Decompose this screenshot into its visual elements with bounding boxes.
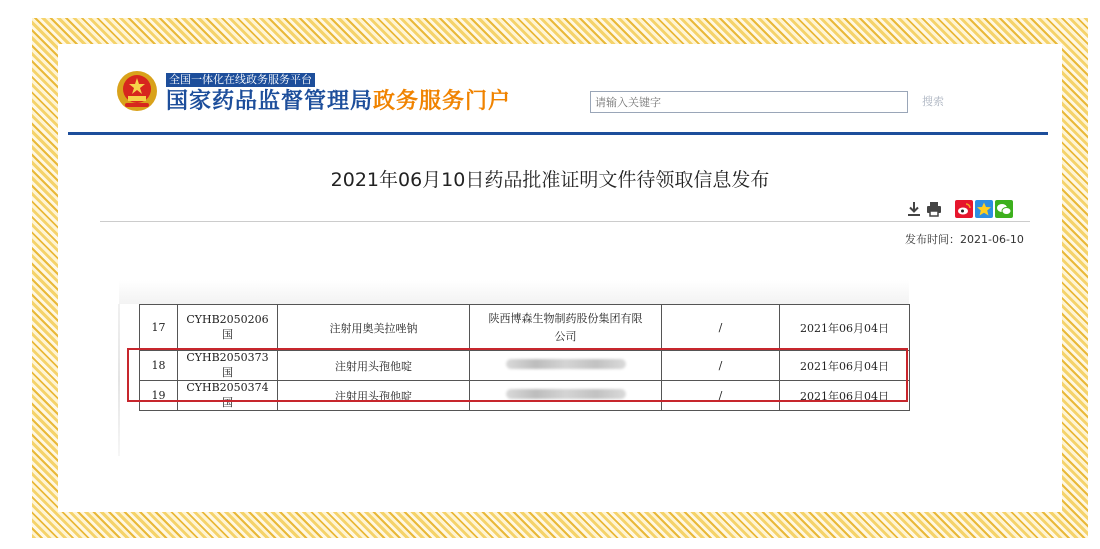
issue-date: 2021年06月04日 [780,381,910,411]
issue-date: 2021年06月04日 [780,305,910,351]
col5-value: / [662,305,780,351]
site-title-main: 国家药品监督管理局 [166,89,374,114]
site-title[interactable] [166,89,511,115]
company-name-line2: 公司 [554,329,577,343]
approval-code: CYHB2050374国 [178,381,278,411]
article-title: 2021年06月10日药品批准证明文件待领取信息发布 [330,169,770,191]
redacted-text [506,359,626,369]
company-name [470,305,662,351]
publish-label: 发布时间： [905,233,960,246]
row-number: 19 [140,381,178,411]
col5-value: / [662,351,780,381]
drug-name: 注射用奥美拉唑钠 [278,305,470,351]
row-number: 17 [140,305,178,351]
platform-label[interactable]: 全国一体化在线政务服务平台 [166,73,315,87]
print-icon[interactable] [925,200,943,218]
table-fade-left [118,304,120,456]
company-name-blurred [470,351,662,381]
national-emblem-icon [116,70,158,112]
download-icon[interactable] [905,200,923,218]
table-fade-top [119,280,909,304]
drug-name: 注射用头孢他啶 [278,381,470,411]
company-name-line1: 陕西博森生物制药股份集团有限 [488,311,643,325]
publish-date: 2021-06-10 [960,233,1024,246]
row-number: 18 [140,351,178,381]
table-row [140,305,910,351]
publish-time [905,231,1024,247]
title-divider [100,221,1030,222]
table-row [140,381,910,411]
issue-date: 2021年06月04日 [780,351,910,381]
company-name-blurred [470,381,662,411]
wechat-icon[interactable] [995,200,1013,218]
header-divider [68,132,1048,135]
qzone-icon[interactable] [975,200,993,218]
approval-code: CYHB2050206国 [178,305,278,351]
redacted-text [506,389,626,399]
table-row [140,351,910,381]
search-button[interactable]: 搜索 [922,95,944,108]
col5-value: / [662,381,780,411]
drug-name: 注射用头孢他啶 [278,351,470,381]
approval-table [139,304,910,411]
site-title-accent: 政务服务门户 [373,89,512,114]
approval-code: CYHB2050373国 [178,351,278,381]
weibo-icon[interactable] [955,200,973,218]
search-input[interactable] [590,91,908,113]
